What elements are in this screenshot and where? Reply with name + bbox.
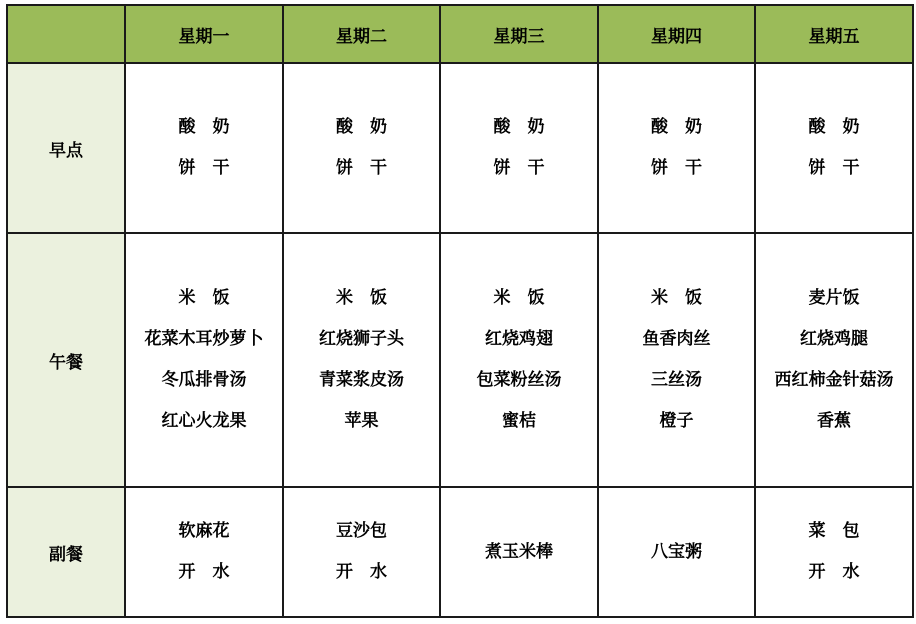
menu-cell — [598, 233, 755, 487]
day-header: 星期一 — [125, 5, 283, 63]
weekly-menu-table — [6, 4, 914, 618]
menu-item: 饼 干 — [651, 158, 702, 178]
day-header: 星期五 — [755, 5, 913, 63]
menu-cell — [125, 63, 283, 233]
menu-cell — [283, 63, 440, 233]
menu-item: 橙子 — [659, 411, 694, 431]
menu-item: 开 水 — [808, 562, 860, 582]
meal-label: 副餐 — [7, 487, 125, 617]
menu-item: 蜜桔 — [502, 411, 536, 431]
menu-cell — [755, 487, 913, 617]
menu-item: 软麻花 — [178, 521, 230, 541]
menu-cell — [440, 233, 598, 487]
menu-item: 酸 奶 — [651, 117, 702, 137]
menu-item: 菜 包 — [808, 521, 860, 541]
cell-content — [756, 107, 912, 189]
menu-item: 饼 干 — [493, 158, 545, 178]
menu-item: 酸 奶 — [808, 117, 860, 137]
menu-item: 米 饭 — [178, 288, 230, 308]
menu-cell — [125, 487, 283, 617]
menu-item: 米 饭 — [493, 288, 545, 308]
menu-item: 红烧鸡翅 — [485, 329, 553, 349]
menu-item: 开 水 — [178, 562, 230, 582]
menu-cell — [125, 233, 283, 487]
cell-content — [756, 511, 912, 593]
menu-cell — [598, 63, 755, 233]
menu-cell — [440, 487, 598, 617]
cell-content — [599, 532, 754, 573]
menu-item: 煮玉米棒 — [485, 541, 553, 562]
day-header: 星期三 — [440, 5, 598, 63]
menu-item: 红烧狮子头 — [319, 329, 404, 349]
menu-cell — [755, 63, 913, 233]
menu-item: 花菜木耳炒萝卜 — [144, 329, 264, 349]
menu-cell — [283, 233, 440, 487]
menu-item: 鱼香肉丝 — [642, 329, 711, 349]
cell-content — [284, 107, 439, 189]
corner-cell — [7, 5, 125, 63]
menu-item: 豆沙包 — [336, 521, 387, 541]
cell-content — [599, 107, 754, 189]
menu-item: 香蕉 — [817, 411, 851, 431]
header-row — [7, 5, 913, 63]
day-header: 星期四 — [598, 5, 755, 63]
menu-item: 八宝粥 — [651, 541, 702, 562]
menu-item: 麦片饭 — [808, 288, 860, 308]
meal-label: 午餐 — [7, 233, 125, 487]
menu-item: 开 水 — [336, 562, 387, 582]
menu-item: 饼 干 — [808, 158, 860, 178]
cell-content — [126, 278, 282, 442]
menu-item: 酸 奶 — [493, 117, 545, 137]
menu-cell — [598, 487, 755, 617]
meal-row-lunch — [7, 233, 913, 487]
menu-item: 酸 奶 — [178, 117, 230, 137]
meal-row-snack — [7, 487, 913, 617]
cell-content — [126, 511, 282, 593]
menu-item: 西红柿金针菇汤 — [774, 370, 894, 390]
menu-item: 包菜粉丝汤 — [476, 370, 562, 390]
menu-item: 冬瓜排骨汤 — [161, 370, 247, 390]
menu-item: 米 饭 — [336, 288, 387, 308]
cell-content — [284, 278, 439, 442]
cell-content — [599, 278, 754, 442]
menu-item: 酸 奶 — [336, 117, 387, 137]
cell-content — [441, 532, 597, 573]
menu-cell — [440, 63, 598, 233]
menu-item: 三丝汤 — [651, 370, 702, 390]
cell-content — [441, 107, 597, 189]
menu-item: 米 饭 — [651, 288, 702, 308]
menu-item: 饼 干 — [336, 158, 387, 178]
meal-row-breakfast — [7, 63, 913, 233]
menu-item: 青菜浆皮汤 — [319, 370, 404, 390]
meal-label: 早点 — [7, 63, 125, 233]
menu-item: 苹果 — [344, 411, 379, 431]
menu-item: 饼 干 — [178, 158, 230, 178]
menu-item: 红烧鸡腿 — [800, 329, 868, 349]
cell-content — [126, 107, 282, 189]
menu-cell — [755, 233, 913, 487]
cell-content — [441, 278, 597, 442]
cell-content — [284, 511, 439, 593]
menu-item: 红心火龙果 — [161, 411, 247, 431]
cell-content — [756, 278, 912, 442]
day-header: 星期二 — [283, 5, 440, 63]
menu-cell — [283, 487, 440, 617]
